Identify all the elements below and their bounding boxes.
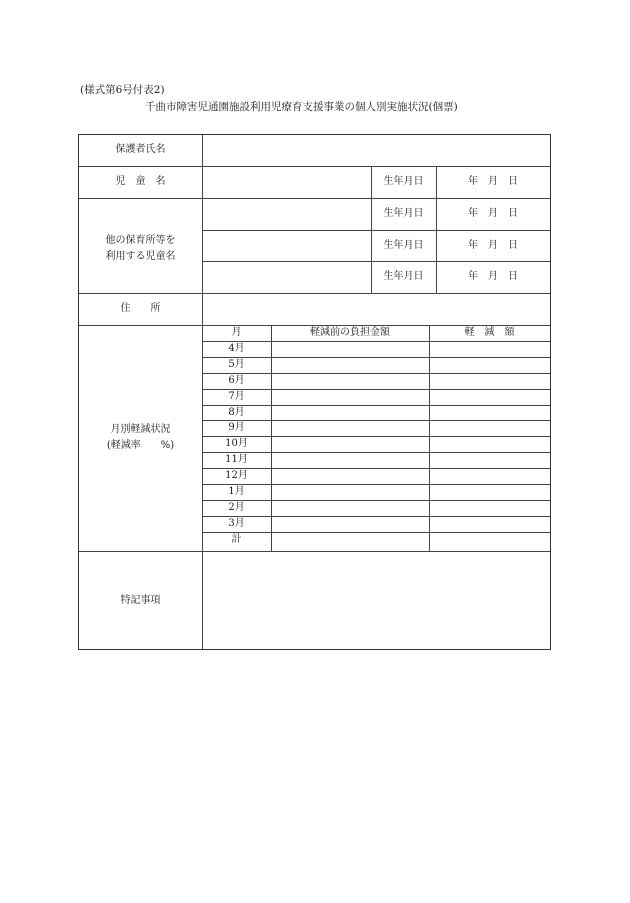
remarks-field[interactable] xyxy=(203,552,550,650)
amount-before-field[interactable] xyxy=(272,501,429,516)
month-label: 12月 xyxy=(225,470,248,481)
child-birth-date-label: 生年月日 xyxy=(383,176,424,187)
total-label: 計 xyxy=(231,534,242,545)
reduction-amount-field[interactable] xyxy=(430,374,550,389)
reduction-amount-field[interactable] xyxy=(430,406,550,421)
amount-before-field[interactable] xyxy=(272,374,429,389)
other-child-birth-date-format: 年 月 日 xyxy=(468,208,518,219)
month-label: 4月 xyxy=(228,343,245,354)
form-title: 千曲市障害児通園施設利用児療育支援事業の個人別実施状況(個票) xyxy=(145,101,458,113)
other-child-birth-date-label: 生年月日 xyxy=(383,208,424,219)
month-label: 6月 xyxy=(228,375,245,386)
monthly-status-label-line1: 月別軽減状況 xyxy=(110,424,171,435)
form-number: (様式第6号付表2) xyxy=(80,84,165,96)
guardian-name-label: 保護者氏名 xyxy=(115,144,166,155)
remarks-label: 特記事項 xyxy=(120,595,161,606)
amount-before-header: 軽減前の負担金額 xyxy=(310,327,390,338)
amount-before-field[interactable] xyxy=(272,533,429,548)
other-children-label-line2: 利用する児童名 xyxy=(105,251,176,262)
other-child-birth-date-field[interactable] xyxy=(437,199,550,230)
reduction-amount-field[interactable] xyxy=(430,485,550,500)
amount-before-field[interactable] xyxy=(272,517,429,532)
reduction-amount-field[interactable] xyxy=(430,421,550,436)
amount-before-field[interactable] xyxy=(272,485,429,500)
child-birth-date-field[interactable] xyxy=(437,167,550,198)
other-child-birth-date-field[interactable] xyxy=(437,262,550,293)
amount-before-field[interactable] xyxy=(272,453,429,468)
month-label: 9月 xyxy=(228,422,245,433)
child-name-label: 児 童 名 xyxy=(115,176,166,187)
reduction-header: 軽 減 額 xyxy=(464,327,515,338)
other-child-birth-date-field[interactable] xyxy=(437,231,550,261)
month-label: 5月 xyxy=(228,359,245,370)
month-label: 2月 xyxy=(228,502,245,513)
amount-before-field[interactable] xyxy=(272,406,429,421)
child-name-field[interactable] xyxy=(203,167,371,198)
month-header: 月 xyxy=(231,327,242,338)
other-child-name-field[interactable] xyxy=(203,199,371,230)
other-child-birth-date-label: 生年月日 xyxy=(383,271,424,282)
amount-before-field[interactable] xyxy=(272,358,429,373)
other-children-label-line1: 他の保育所等を xyxy=(105,235,176,246)
other-child-birth-date-label: 生年月日 xyxy=(383,240,424,251)
amount-before-field[interactable] xyxy=(272,437,429,452)
amount-before-field[interactable] xyxy=(272,421,429,436)
other-child-name-field[interactable] xyxy=(203,231,371,261)
reduction-amount-field[interactable] xyxy=(430,469,550,484)
amount-before-field[interactable] xyxy=(272,469,429,484)
reduction-amount-field[interactable] xyxy=(430,533,550,548)
amount-before-field[interactable] xyxy=(272,390,429,405)
other-child-birth-date-format: 年 月 日 xyxy=(468,240,518,251)
guardian-name-field[interactable] xyxy=(203,135,550,166)
reduction-amount-field[interactable] xyxy=(430,390,550,405)
reduction-amount-field[interactable] xyxy=(430,501,550,516)
child-birth-date-format: 年 月 日 xyxy=(468,176,518,187)
form-table xyxy=(78,134,551,650)
month-label: 3月 xyxy=(228,518,245,529)
month-label: 1月 xyxy=(228,486,245,497)
reduction-amount-field[interactable] xyxy=(430,453,550,468)
address-label: 住 所 xyxy=(120,303,161,314)
other-child-name-field[interactable] xyxy=(203,262,371,293)
month-label: 11月 xyxy=(225,454,248,465)
month-label: 7月 xyxy=(228,391,245,402)
reduction-amount-field[interactable] xyxy=(430,358,550,373)
amount-before-field[interactable] xyxy=(272,342,429,357)
monthly-status-label-line2: (軽減率 %) xyxy=(106,440,175,451)
reduction-amount-field[interactable] xyxy=(430,437,550,452)
month-label: 10月 xyxy=(225,438,248,449)
reduction-amount-field[interactable] xyxy=(430,517,550,532)
month-label: 8月 xyxy=(228,407,245,418)
reduction-amount-field[interactable] xyxy=(430,342,550,357)
address-field[interactable] xyxy=(203,294,550,325)
other-child-birth-date-format: 年 月 日 xyxy=(468,271,518,282)
